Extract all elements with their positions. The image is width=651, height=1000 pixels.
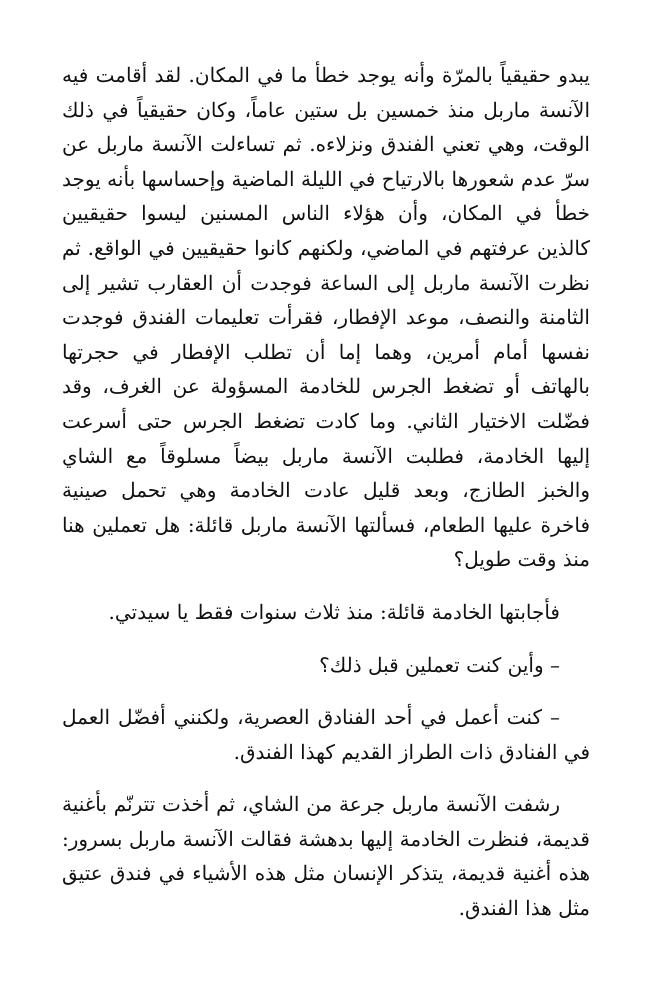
paragraph-question: – وأين كنت تعملين قبل ذلك؟ (319, 652, 560, 677)
paragraph-maid-reply: – كنت أعمل في أحد الفنادق العصرية، ولكنني أفضّل العمل في الفنادق ذات الطراز القديم كهذا الفندق. (62, 705, 590, 764)
paragraph-narration-2: رشفت الآنسة ماربل جرعة من الشاي، ثم أخذت تترنّم بأغنية قديمة، فنظرت الخادمة إليها بدهشة فقالت الآنسة ماربل بسرور: هذه أغنية قديمة، يتذكر الإنسان مثل هذه الأشياء في فندق عتيق مثل هذا الفندق. (62, 792, 590, 921)
paragraph-maid-answer: فأجابتها الخادمة قائلة: منذ ثلاث سنوات فقط يا سيدتي. (108, 599, 560, 624)
book-page (62, 58, 590, 926)
paragraph-narration-1: يبدو حقيقياً بالمرّة وأنه يوجد خطأ ما في المكان. لقد أقامت فيه الآنسة ماربل منذ خمسين بل ستين عاماً، وكان حقيقياً في ذلك الوقت، وهي تعني الفندق ونزلاءه. ثم تساءلت الآنسة ماربل عن سرّ عدم شعورها بالارتياح في الليلة الماضية وإحساسها بأنه يوجد خطأ في المكان، وأن هؤلاء الناس المسنين ليسوا حقيقيين كالذين عرفتهم في الماضي، ولكنهم كانوا حقيقيين في الواقع. ثم نظرت الآنسة ماربل إلى الساعة فوجدت أن العقارب تشير إلى الثامنة والنصف، موعد الإفطار، فقرأت تعليمات الفندق فوجدت نفسها أمام أمرين، وهما إما أن تطلب الإفطار في حجرتها بالهاتف أو تضغط الجرس للخادمة المسؤولة عن الغرف، وقد فضّلت الاختيار الثاني. وما كادت تضغط الجرس حتى أسرعت إليها الخادمة، فطلبت الآنسة ماربل بيضاً مسلوقاً مع الشاي والخبز الطازج، وبعد قليل عادت الخادمة وهي تحمل صينية فاخرة عليها الطعام، فسألتها الآنسة ماربل قائلة: هل تعملين هنا منذ وقت طويل؟ (62, 63, 590, 572)
